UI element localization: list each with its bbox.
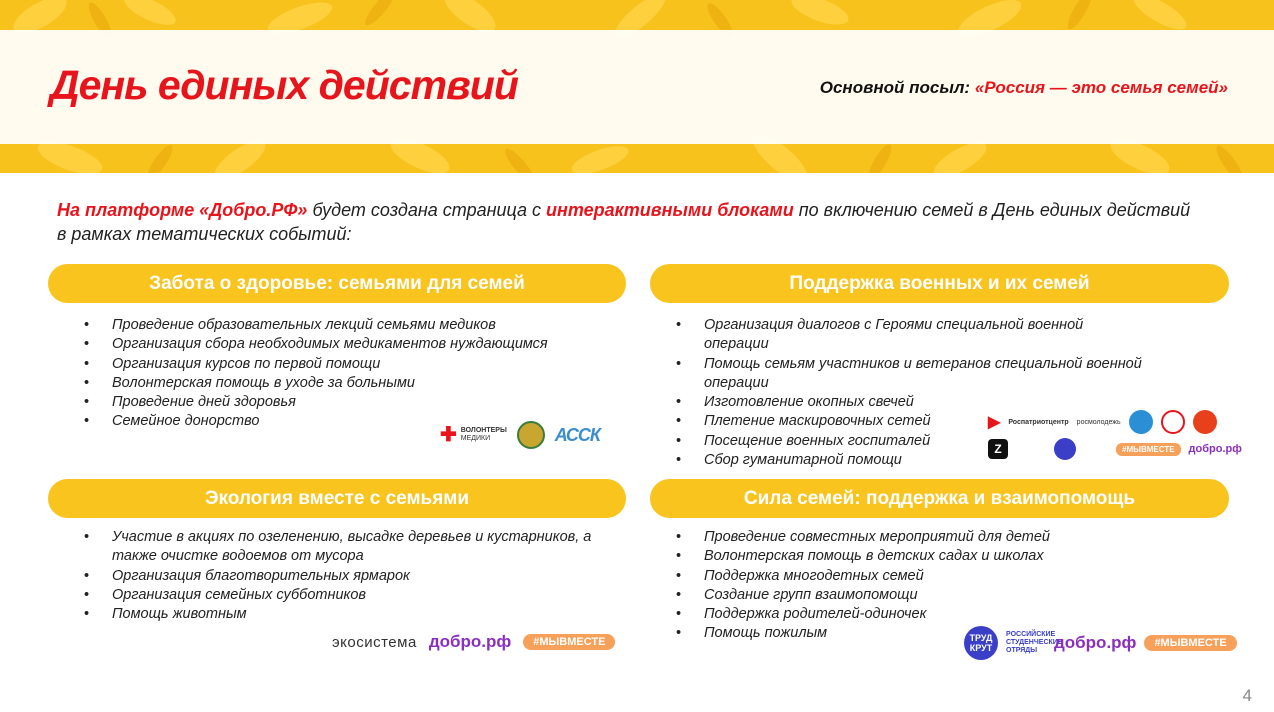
block-military-logos-row1 bbox=[988, 410, 1217, 434]
rospatriot-logo: Роспатриотцентр bbox=[1008, 418, 1069, 426]
rospatriot-icon: ▶ bbox=[988, 414, 1001, 431]
spacer bbox=[1016, 447, 1046, 451]
emblem-icon bbox=[1161, 410, 1185, 434]
block-support-title: Сила семей: поддержка и взаимопомощь bbox=[650, 479, 1229, 518]
block-support-logos bbox=[964, 626, 1237, 660]
block-ecology-title: Экология вместе с семьями bbox=[48, 479, 626, 518]
block-health-list bbox=[84, 316, 624, 432]
list-item: • Сбор гуманитарной помощи bbox=[676, 451, 1196, 470]
intro-part2: будет создана страница с bbox=[307, 200, 547, 220]
list-item: • Проведение дней здоровья bbox=[84, 393, 624, 412]
rosmolodezh-logo: росмолодежь bbox=[1076, 418, 1121, 426]
trud-krut-logo: ТРУД КРУТ bbox=[964, 626, 998, 660]
list-item: • Помощь семьям участников и ветеранов специальной военной операции bbox=[676, 355, 1174, 394]
ecosystem-logo: экосистема bbox=[332, 633, 417, 651]
list-item: • Организация семейных субботников bbox=[84, 586, 614, 605]
hashtag-badge: #МЫВМЕСТЕ bbox=[1144, 635, 1236, 651]
intro-part3: интерактивными блоками bbox=[546, 200, 794, 220]
red-cross-icon: ✚ bbox=[440, 424, 457, 446]
block-health-logos bbox=[440, 421, 600, 449]
page-number: 4 bbox=[1242, 686, 1252, 705]
block-ecology-list bbox=[84, 528, 614, 624]
list-item: • Создание групп взаимопомощи bbox=[676, 586, 1196, 605]
list-item: • Участие в акциях по озеленению, высадке деревьев и кустарников, а также очистке водоемов от мусора bbox=[84, 528, 612, 567]
dobro-logo: добро.рф bbox=[1054, 633, 1137, 652]
list-item: • Волонтерская помощь в детских садах и школах bbox=[676, 547, 1196, 566]
globe-icon bbox=[1129, 410, 1153, 434]
list-item: • Проведение совместных мероприятий для детей bbox=[676, 528, 1196, 547]
block-health-title: Забота о здоровье: семьями для семей bbox=[48, 264, 626, 303]
block-military-logos-row2 bbox=[988, 438, 1242, 460]
list-item: • Проведение образовательных лекций семьями медиков bbox=[84, 316, 624, 335]
list-item: • Поддержка многодетных семей bbox=[676, 567, 1196, 586]
z-icon: Z bbox=[988, 439, 1008, 459]
intro-text bbox=[57, 198, 1197, 246]
assk-logo: АССК bbox=[554, 424, 600, 445]
list-item: • Помощь пожилым bbox=[676, 624, 1196, 643]
volunteers-label: ВОЛОНТЕРЫ bbox=[460, 427, 507, 434]
list-item: • Организация благотворительных ярмарок bbox=[84, 567, 614, 586]
dobro-logo: добро.рф bbox=[428, 632, 512, 651]
volunteers-medics-logo bbox=[440, 425, 507, 445]
intro-part4: по включению семей в День единых действий в рамках тематических событий: bbox=[57, 200, 1191, 244]
list-item: • Организация диалогов с Героями специальной военной операции bbox=[676, 316, 1134, 355]
emblem-icon bbox=[517, 421, 545, 449]
main-message-highlight: «Россия — это семья семей» bbox=[974, 78, 1228, 97]
trud-icon bbox=[1054, 438, 1076, 460]
student-teams-label: РОССИЙСКИЕ СТУДЕНЧЕСКИЕ ОТРЯДЫ bbox=[1006, 631, 1063, 654]
list-item: • Помощь животным bbox=[84, 605, 614, 624]
page-title: День единых действий bbox=[50, 62, 518, 108]
spacer bbox=[1084, 447, 1108, 451]
list-item: • Посещение военных госпиталей bbox=[676, 432, 1196, 451]
list-item: • Организация курсов по первой помощи bbox=[84, 355, 624, 374]
volunteers-sub-label: МЕДИКИ bbox=[460, 435, 491, 442]
main-message-prefix: Основной посыл: bbox=[819, 78, 975, 97]
hashtag-badge: #МЫВМЕСТЕ bbox=[523, 634, 615, 650]
list-item: • Изготовление окопных свечей bbox=[676, 393, 1196, 412]
list-item: • Семейное донорство bbox=[84, 412, 624, 431]
list-item: • Поддержка родителей-одиночек bbox=[676, 605, 1196, 624]
list-item: • Волонтерская помощь в уходе за больными bbox=[84, 374, 624, 393]
list-item: • Организация сбора необходимых медикаментов нуждающимся bbox=[84, 335, 624, 354]
main-message bbox=[820, 78, 1228, 98]
hashtag-badge: #МЫВМЕСТЕ bbox=[1116, 443, 1181, 456]
emblem-icon bbox=[1193, 410, 1217, 434]
block-ecology-logos bbox=[332, 632, 615, 652]
block-military-title: Поддержка военных и их семей bbox=[650, 264, 1229, 303]
dobro-logo: добро.рф bbox=[1188, 443, 1242, 455]
intro-part1: На платформе «Добро.РФ» bbox=[57, 200, 308, 220]
list-item: • Плетение маскировочных сетей bbox=[676, 412, 1196, 431]
